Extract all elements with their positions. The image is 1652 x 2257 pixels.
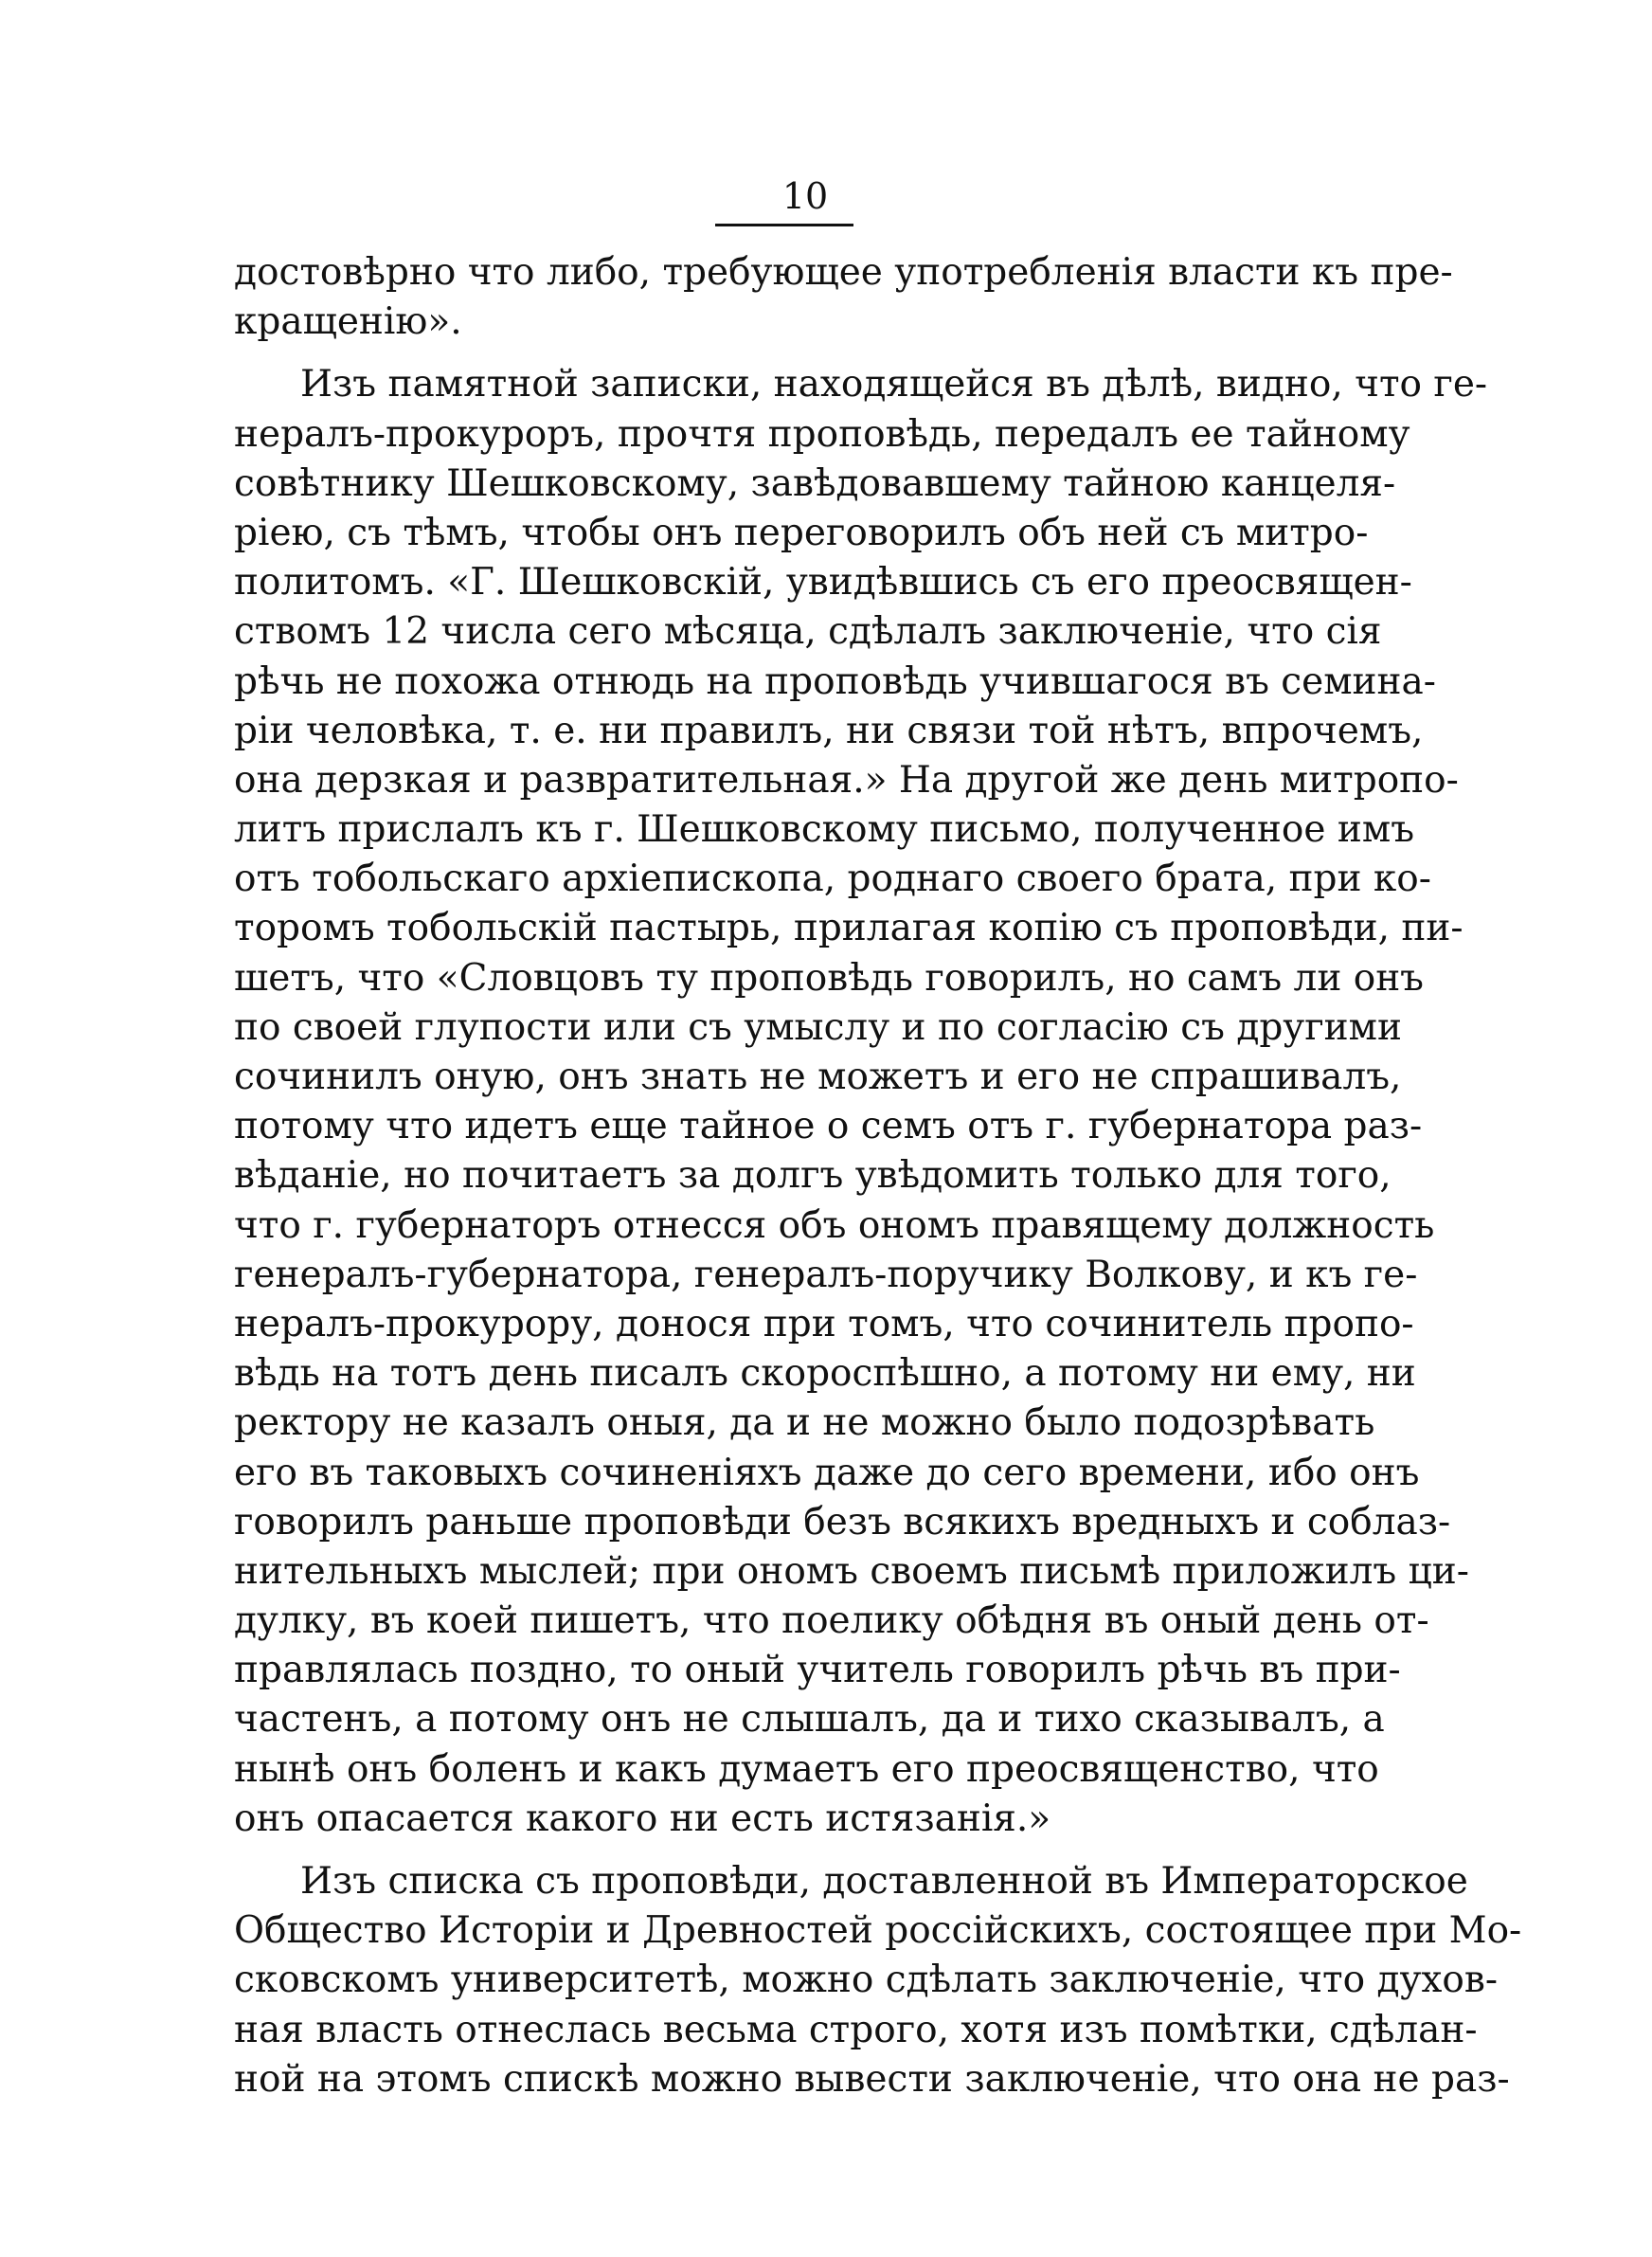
paragraph — [234, 1857, 1522, 2104]
text-line: ректору не казалъ оныя, да и не можно было подозрѣвать — [234, 1401, 1375, 1445]
paragraph — [234, 360, 1488, 1844]
text-line: нералъ-прокурору, донося при томъ, что сочинитель пропо- — [234, 1302, 1414, 1345]
text-line: вѣданіе, но почитаетъ за долгъ увѣдомить только для того, — [234, 1154, 1392, 1198]
text-line: вѣдь на тотъ день писалъ скороспѣшно, а потому ни ему, ни — [234, 1352, 1416, 1396]
text-line: кращенію». — [234, 300, 462, 344]
text-line: достовѣрно что либо, требующее употребленія власти къ пре- — [234, 251, 1453, 294]
text-line: рѣчь не похожа отнюдь на проповѣдь учившагося въ семина- — [234, 659, 1436, 703]
page-number-rule — [715, 224, 853, 226]
text-line: Изъ списка съ проповѣди, доставленной въ Императорское — [300, 1860, 1468, 1903]
text-line: правлялась поздно, то оный учитель говорилъ рѣчь въ при- — [234, 1649, 1401, 1692]
text-line: Изъ памятной записки, находящейся въ дѣлѣ, видно, что ге- — [300, 363, 1488, 406]
paragraph — [234, 248, 1453, 347]
text-line: ріи человѣка, т. е. ни правилъ, ни связи той нѣтъ, впрочемъ, — [234, 709, 1424, 752]
text-line: нительныхъ мыслей; при ономъ своемъ письмѣ приложилъ ци- — [234, 1549, 1469, 1593]
text-line: сочинилъ оную, онъ знать не можетъ и его не спрашивалъ, — [234, 1056, 1402, 1098]
text-line: Общество Исторіи и Древностей россійскихъ, состоящее при Мо- — [234, 1909, 1522, 1953]
body-text — [234, 248, 1522, 2104]
text-line: отъ тобольскаго архіепископа, роднаго своего брата, при ко- — [234, 858, 1431, 901]
text-line: его въ таковыхъ сочиненіяхъ даже до сего времени, ибо онъ — [234, 1451, 1420, 1494]
text-line: ріею, съ тѣмъ, чтобы онъ переговорилъ объ ней съ митро- — [234, 511, 1369, 554]
text-line: генералъ-губернатора, генералъ-поручику Волкову, и къ ге- — [234, 1253, 1418, 1296]
text-line: онъ опасается какого ни есть истязанія.» — [234, 1797, 1051, 1840]
text-line: ная власть отнеслась весьма строго, хотя изъ помѣтки, сдѣлан- — [234, 2008, 1478, 2051]
text-line: что г. губернаторъ отнесся объ ономъ правящему должность — [234, 1203, 1435, 1247]
text-line: совѣтнику Шешковскому, завѣдовавшему тайною канцеля- — [234, 461, 1396, 505]
text-line: сковскомъ университетѣ, можно сдѣлать заключеніе, что духов- — [234, 1959, 1499, 2002]
text-line: нынѣ онъ боленъ и какъ думаетъ его преосвященство, что — [234, 1747, 1379, 1791]
text-line: ной на этомъ спискѣ можно вывести заключеніе, что она не раз- — [234, 2057, 1510, 2101]
text-line: потому что идетъ еще тайное о семъ отъ г. губернатора раз- — [234, 1105, 1423, 1148]
text-line: литъ прислалъ къ г. Шешковскому письмо, полученное имъ — [234, 808, 1415, 852]
text-line: шетъ, что «Словцовъ ту проповѣдь говорилъ, но самъ ли онъ — [234, 956, 1424, 1000]
text-line: по своей глупости или съ умыслу и по согласію съ другими — [234, 1005, 1402, 1049]
text-line: политомъ. «Г. Шешковскій, увидѣвшись съ его преосвящен- — [234, 561, 1412, 605]
text-line: нералъ-прокуроръ, прочтя проповѣдь, передалъ ее тайному — [234, 412, 1410, 456]
text-line: торомъ тобольскій пастырь, прилагая копію съ проповѣди, пи- — [234, 907, 1463, 950]
page-number: 10 — [781, 175, 829, 217]
text-line: ствомъ 12 числа сего мѣсяца, сдѣлалъ заключеніе, что сія — [234, 610, 1382, 654]
text-line: частенъ, а потому онъ не слышалъ, да и тихо сказывалъ, а — [234, 1698, 1385, 1742]
text-line: дулку, въ коей пишетъ, что поелику обѣдня въ оный день от- — [234, 1599, 1429, 1643]
text-line: она дерзкая и развратительная.» На другой же день митропо- — [234, 758, 1459, 802]
text-line: говорилъ раньше проповѣди безъ всякихъ вредныхъ и соблаз- — [234, 1500, 1451, 1544]
